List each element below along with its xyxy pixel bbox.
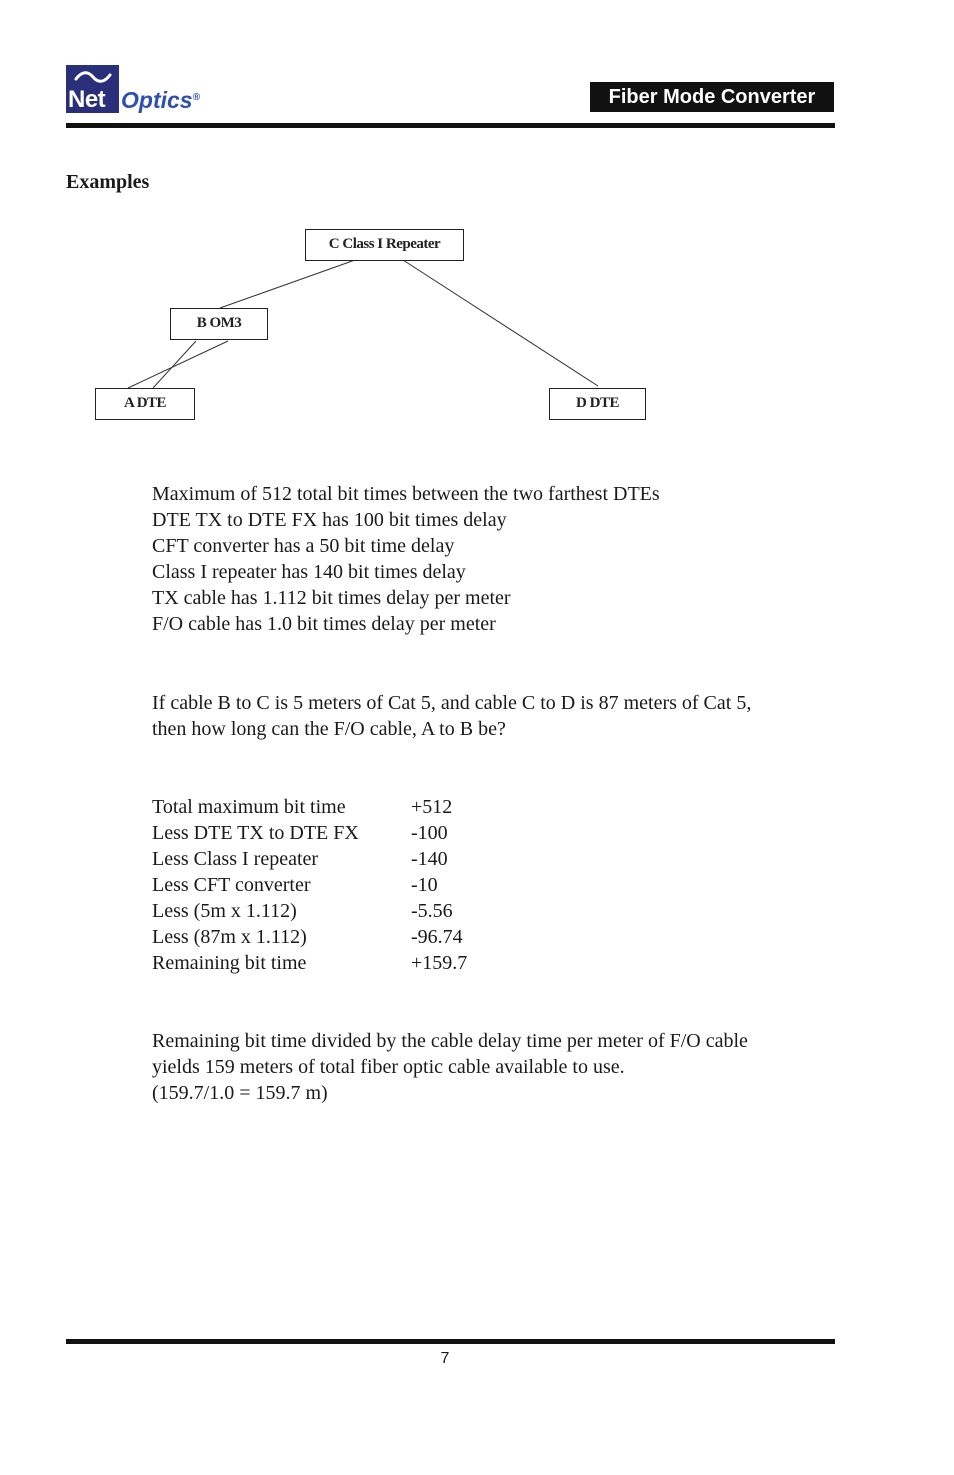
assumption-line: TX cable has 1.112 bit times delay per meter bbox=[152, 587, 511, 609]
link-a-to-b-2 bbox=[153, 341, 196, 388]
calc-row bbox=[152, 872, 467, 898]
question-line: then how long can the F/O cable, A to B be? bbox=[152, 718, 506, 740]
conclusion-line: (159.7/1.0 = 159.7 m) bbox=[152, 1082, 328, 1104]
calc-label: Less Class I repeater bbox=[152, 848, 319, 870]
footer-rule bbox=[66, 1339, 835, 1344]
calc-row bbox=[152, 846, 467, 872]
calc-label: Less (5m x 1.112) bbox=[152, 900, 297, 922]
calc-row bbox=[152, 794, 467, 820]
calc-value: +159.7 bbox=[411, 952, 468, 974]
logo-text-net: Net bbox=[68, 86, 106, 113]
node-d-dte: D DTE bbox=[549, 388, 646, 420]
calc-row bbox=[152, 924, 467, 950]
calc-value: -140 bbox=[411, 848, 448, 870]
registered-mark: ® bbox=[192, 92, 200, 103]
node-c-repeater: C Class I Repeater bbox=[305, 229, 464, 261]
assumptions-list bbox=[152, 481, 660, 637]
node-b-om3: B OM3 bbox=[170, 308, 268, 340]
calc-value: -100 bbox=[411, 822, 448, 844]
assumption-line: CFT converter has a 50 bit time delay bbox=[152, 535, 455, 557]
conclusion-line: yields 159 meters of total fiber optic cable available to use. bbox=[152, 1056, 625, 1078]
assumption-line: DTE TX to DTE FX has 100 bit times delay bbox=[152, 509, 507, 531]
assumption-line: Class I repeater has 140 bit times delay bbox=[152, 561, 466, 583]
calc-label: Total maximum bit time bbox=[152, 796, 346, 818]
calc-value: -10 bbox=[411, 874, 438, 896]
calc-label: Less DTE TX to DTE FX bbox=[152, 822, 359, 844]
calc-value: -5.56 bbox=[411, 900, 453, 922]
document-title: Fiber Mode Converter bbox=[590, 82, 834, 112]
link-c-to-d bbox=[403, 260, 598, 386]
link-a-to-b-1 bbox=[128, 341, 228, 388]
conclusion-paragraph bbox=[152, 1028, 748, 1106]
question-line: If cable B to C is 5 meters of Cat 5, and cable C to D is 87 meters of Cat 5, bbox=[152, 692, 752, 714]
calc-row bbox=[152, 898, 467, 924]
calc-value: +512 bbox=[411, 796, 453, 818]
calc-label: Remaining bit time bbox=[152, 952, 307, 974]
logo-text-optics: Optics® bbox=[121, 87, 200, 113]
calc-row bbox=[152, 950, 467, 976]
calc-label: Less CFT converter bbox=[152, 874, 311, 896]
calc-label: Less (87m x 1.112) bbox=[152, 926, 307, 948]
conclusion-line: Remaining bit time divided by the cable delay time per meter of F/O cable bbox=[152, 1030, 748, 1052]
node-a-dte: A DTE bbox=[95, 388, 195, 420]
diagram-connections bbox=[0, 0, 954, 440]
assumption-line: Maximum of 512 total bit times between the two farthest DTEs bbox=[152, 483, 660, 505]
link-b-to-c bbox=[220, 260, 355, 308]
question-paragraph bbox=[152, 690, 751, 742]
calc-value: -96.74 bbox=[411, 926, 463, 948]
section-heading: Examples bbox=[66, 171, 150, 193]
assumption-line: F/O cable has 1.0 bit times delay per meter bbox=[152, 613, 496, 635]
calculation-table bbox=[152, 794, 467, 976]
page-number: 7 bbox=[440, 1350, 450, 1367]
network-diagram bbox=[0, 0, 954, 440]
calc-row bbox=[152, 820, 467, 846]
